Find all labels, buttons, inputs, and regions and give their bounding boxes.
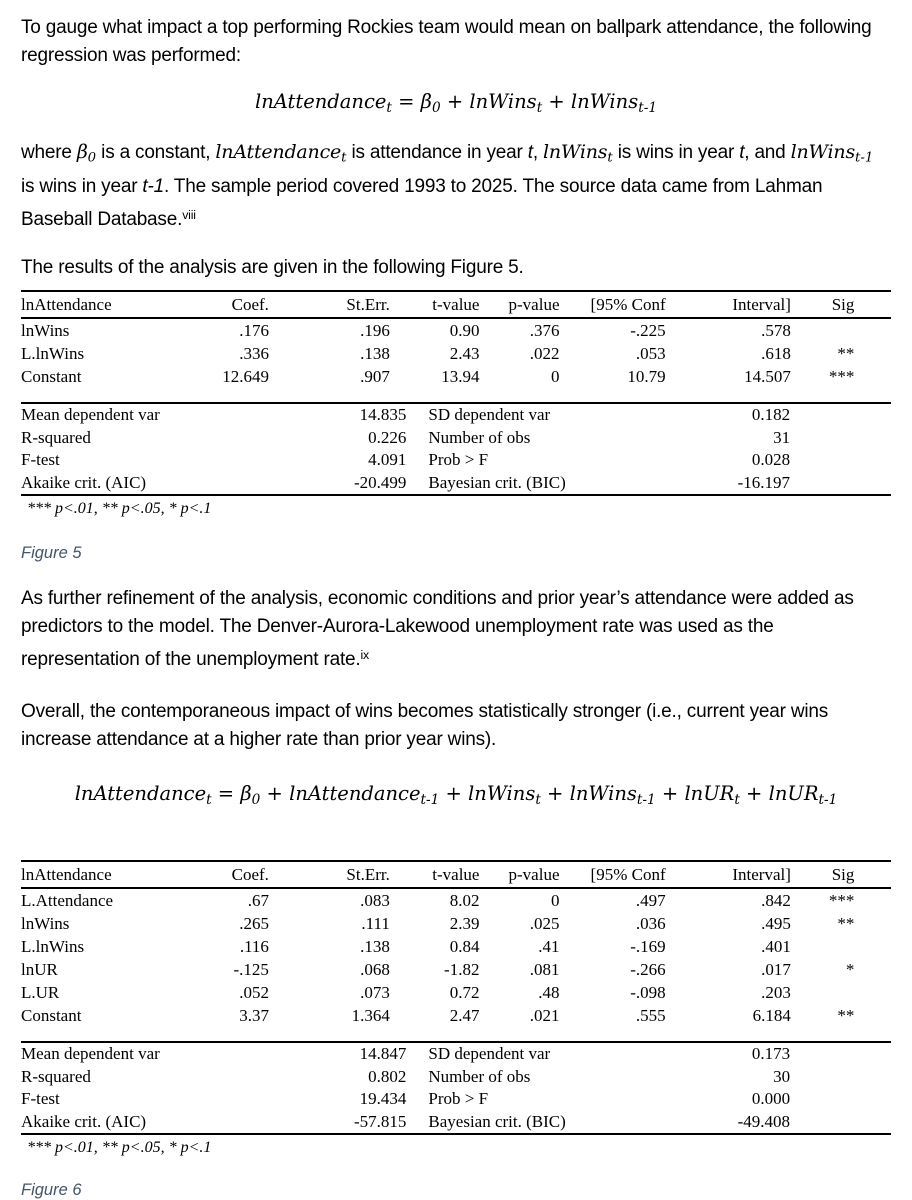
summary-label: SD dependent var [428, 1044, 551, 1064]
col-header-coef: Coef. [195, 291, 269, 318]
cell-sig [791, 318, 855, 342]
cell-conf-high: .618 [761, 343, 791, 363]
text-segment: lnWins [569, 781, 637, 805]
cell-filler [854, 318, 891, 342]
text-segment: t [386, 99, 392, 116]
text-segment: β [240, 781, 252, 805]
cell-sig [791, 935, 855, 958]
cell-var: lnWins [21, 913, 70, 933]
cell-sterr: .138 [360, 343, 390, 363]
summary-value: 14.847 [359, 1044, 407, 1064]
cell-tvalue: 8.02 [449, 890, 480, 910]
summary-label: Akaike crit. (AIC) [21, 1111, 147, 1131]
summary-label: Mean dependent var [21, 1044, 160, 1064]
cell-sig [791, 981, 855, 1004]
text-segment: The results of the analysis are given in the following Figure 5. [21, 256, 524, 278]
summary-label: Mean dependent var [21, 405, 160, 425]
table-row [21, 981, 891, 1004]
summary-label: Prob > F [428, 1089, 489, 1109]
summary-value: -57.815 [353, 1111, 407, 1131]
cell-filler [790, 1042, 891, 1066]
text-segment: viii [182, 207, 196, 222]
summary-value: 19.434 [359, 1089, 407, 1109]
col-header-conf-low: [95% Conf [560, 861, 666, 888]
summary-label: Prob > F [428, 450, 489, 470]
spacer-row [21, 388, 891, 402]
cell-var: L.UR [21, 982, 60, 1002]
summary-value: 31 [773, 427, 791, 447]
cell-conf-low: .053 [635, 343, 666, 363]
text-segment: = [391, 90, 421, 113]
col-header-sterr: St.Err. [269, 861, 390, 888]
cell-sterr: .196 [360, 320, 390, 340]
regression-table-figure5 [21, 290, 891, 519]
table-row [21, 342, 891, 365]
cell-pvalue: .376 [529, 320, 560, 340]
cell-tvalue: 0.72 [449, 982, 480, 1002]
text-segment: where [21, 141, 77, 163]
cell-filler [854, 912, 891, 935]
summary-label: Akaike crit. (AIC) [21, 472, 147, 492]
col-header-filler [854, 291, 891, 318]
cell-filler [790, 403, 891, 427]
cell-conf-low: -.098 [630, 982, 666, 1002]
figure-5-caption: Figure 5 [21, 543, 82, 562]
summary-row [21, 1042, 891, 1066]
text-segment: t [527, 141, 533, 163]
cell-filler [790, 1088, 891, 1111]
spacer [21, 388, 891, 402]
summary-value: -20.499 [353, 472, 407, 492]
summary-value: 0.182 [751, 405, 791, 425]
col-header-filler [854, 861, 891, 888]
model-summary-table-1 [21, 402, 891, 496]
cell-sig: *** [828, 366, 855, 386]
text-segment: lnUR [684, 781, 735, 805]
cell-filler [854, 935, 891, 958]
table-header-row [21, 291, 891, 318]
text-segment: lnWins [542, 140, 608, 163]
text-segment: . The sample period covered 1993 to 2025. The source data came from Lahman Baseball Database. [21, 175, 823, 230]
text-segment: + [440, 90, 470, 113]
text-segment: + [540, 781, 570, 805]
cell-coef: .116 [239, 936, 269, 956]
cell-filler [790, 1110, 891, 1134]
cell-coef: .176 [239, 320, 269, 340]
table-row [21, 935, 891, 958]
text-segment: t [607, 150, 613, 166]
text-segment: t [206, 791, 212, 808]
text-segment: is wins in year [612, 141, 740, 163]
spacer-row [21, 1027, 891, 1041]
cell-sig: *** [828, 890, 855, 910]
text-segment: t [734, 791, 740, 808]
text-segment: t-1 [855, 150, 874, 166]
cell-tvalue: 2.39 [449, 913, 480, 933]
paragraph-refinement [21, 585, 891, 674]
cell-var: lnWins [21, 320, 70, 340]
text-segment: + [542, 90, 571, 113]
paragraph-intro [21, 14, 891, 70]
text-segment: is wins in year [21, 175, 143, 197]
cell-filler [854, 1004, 891, 1027]
cell-sterr: .068 [360, 959, 390, 979]
summary-label: SD dependent var [428, 405, 551, 425]
cell-conf-high: .842 [761, 890, 791, 910]
summary-value: 0.028 [751, 450, 791, 470]
cell-conf-high: .578 [761, 320, 791, 340]
text-segment: ix [360, 647, 369, 662]
cell-filler [790, 449, 891, 472]
summary-label: F-test [21, 1089, 60, 1109]
summary-value: 0.000 [751, 1089, 791, 1109]
summary-value: 30 [773, 1066, 791, 1086]
text-segment: lnAttendance [289, 781, 421, 805]
col-header-depvar: lnAttendance [21, 861, 195, 888]
cell-conf-low: .497 [635, 890, 666, 910]
cell-var: L.Attendance [21, 890, 114, 910]
summary-row [21, 403, 891, 427]
cell-conf-low: -.225 [630, 320, 666, 340]
figure-6-caption: Figure 6 [21, 1180, 82, 1199]
model-summary-table-2 [21, 1041, 891, 1135]
table-row [21, 958, 891, 981]
text-segment: is a constant, [96, 141, 216, 163]
regression-formula-2 [21, 780, 891, 814]
cell-filler [790, 426, 891, 449]
paragraph-conclusion [21, 698, 891, 754]
cell-filler [854, 888, 891, 912]
text-segment: Overall, the contemporaneous impact of wins becomes statistically stronger (i.e., current year wins increase attendance at a higher rate than prior year wins). [21, 700, 829, 750]
text-segment: t-1 [142, 175, 164, 197]
cell-coef: 12.649 [222, 366, 269, 386]
table-header-row [21, 861, 891, 888]
col-header-conf-low: [95% Conf [560, 291, 666, 318]
text-segment: + [439, 781, 469, 805]
cell-filler [854, 981, 891, 1004]
cell-coef: .67 [247, 890, 269, 910]
coefficients-table-2 [21, 860, 891, 1041]
summary-value: 4.091 [368, 450, 407, 470]
text-segment: lnWins [469, 90, 537, 113]
text-segment: = [211, 781, 241, 805]
cell-pvalue: 0 [551, 366, 560, 386]
text-segment: lnWins [790, 140, 855, 163]
text-segment: lnWins [468, 781, 536, 805]
col-header-conf-high: Interval] [666, 291, 791, 318]
summary-value: 0.226 [368, 427, 407, 447]
cell-filler [854, 342, 891, 365]
text-segment: t [739, 141, 745, 163]
cell-conf-high: 6.184 [752, 1005, 791, 1025]
summary-value: -16.197 [737, 472, 791, 492]
cell-tvalue: 13.94 [441, 366, 480, 386]
cell-conf-high: .203 [761, 982, 791, 1002]
cell-sig: ** [837, 343, 855, 363]
cell-var: lnUR [21, 959, 58, 979]
col-header-depvar: lnAttendance [21, 291, 195, 318]
text-segment: To gauge what impact a top performing Rockies team would mean on ballpark attendance, the following regression was performed: [21, 17, 872, 66]
cell-conf-high: .495 [761, 913, 791, 933]
text-segment: β [76, 140, 88, 163]
cell-sterr: .073 [360, 982, 390, 1002]
summary-row [21, 426, 891, 449]
cell-tvalue: 2.43 [449, 343, 480, 363]
table-row [21, 318, 891, 342]
col-header-conf-high: Interval] [666, 861, 791, 888]
cell-pvalue: .41 [538, 936, 560, 956]
col-header-sig: Sig [791, 291, 855, 318]
text-segment: lnUR [768, 781, 819, 805]
sig-legend: *** p<.01, ** p<.05, * p<.1 [27, 1138, 212, 1156]
cell-var: L.lnWins [21, 343, 85, 363]
cell-pvalue: 0 [551, 890, 560, 910]
table-row [21, 912, 891, 935]
cell-sig: ** [837, 913, 855, 933]
text-segment: As further refinement of the analysis, economic conditions and prior year’s attendance were added as predictors to the model. The Denver-Aurora-Lakewood unemployment rate was used as the representation of the unemployment rate. [21, 587, 854, 670]
cell-filler [854, 365, 891, 388]
summary-label: F-test [21, 450, 60, 470]
summary-label: Bayesian crit. (BIC) [428, 472, 566, 492]
summary-row [21, 471, 891, 495]
cell-conf-low: -.266 [630, 959, 666, 979]
summary-label: Number of obs [428, 427, 531, 447]
cell-var: Constant [21, 1005, 82, 1025]
text-segment: t [536, 99, 543, 116]
text-segment: lnWins [570, 90, 639, 113]
cell-coef: 3.37 [239, 1005, 269, 1025]
summary-row [21, 1110, 891, 1134]
col-header-pvalue: p-value [479, 861, 559, 888]
cell-tvalue: -1.82 [444, 959, 480, 979]
cell-conf-low: .036 [635, 913, 666, 933]
summary-label: Bayesian crit. (BIC) [428, 1111, 566, 1131]
text-segment: , [532, 141, 543, 163]
cell-tvalue: 2.47 [449, 1005, 480, 1025]
cell-pvalue: .021 [529, 1005, 560, 1025]
text-segment: t [535, 791, 541, 808]
text-segment: + [260, 781, 290, 805]
text-segment: t-1 [638, 99, 658, 116]
cell-sterr: 1.364 [351, 1005, 390, 1025]
col-header-sterr: St.Err. [269, 291, 390, 318]
summary-label: Number of obs [428, 1066, 531, 1086]
cell-sig: * [845, 959, 855, 979]
paragraph-definitions [21, 138, 891, 234]
summary-value: 0.802 [368, 1066, 407, 1086]
col-header-sig: Sig [791, 861, 855, 888]
cell-filler [790, 1065, 891, 1088]
regression-table-figure6 [21, 860, 891, 1158]
text-segment: lnAttendance [215, 140, 342, 163]
summary-row [21, 449, 891, 472]
summary-label: R-squared [21, 1066, 91, 1086]
col-header-tvalue: t-value [390, 291, 480, 318]
cell-coef: .336 [239, 343, 269, 363]
summary-row [21, 1088, 891, 1111]
col-header-coef: Coef. [195, 861, 269, 888]
cell-conf-low: .555 [635, 1005, 666, 1025]
col-header-tvalue: t-value [390, 861, 480, 888]
table-row [21, 888, 891, 912]
cell-sig: ** [837, 1005, 855, 1025]
sig-legend: *** p<.01, ** p<.05, * p<.1 [27, 499, 212, 517]
summary-value: 14.835 [359, 405, 407, 425]
cell-conf-high: .401 [761, 936, 791, 956]
text-segment: β [420, 90, 432, 113]
coefficients-table-1 [21, 290, 891, 402]
cell-conf-high: 14.507 [744, 366, 791, 386]
cell-coef: .265 [239, 913, 269, 933]
cell-pvalue: .081 [529, 959, 560, 979]
text-segment: 0 [251, 791, 261, 808]
text-segment: t-1 [420, 791, 440, 808]
text-segment: lnAttendance [74, 781, 207, 805]
text-segment: lnAttendance [254, 90, 387, 113]
text-segment: 0 [431, 99, 441, 116]
spacer [21, 1027, 891, 1041]
cell-tvalue: 0.90 [449, 320, 480, 340]
summary-row [21, 1065, 891, 1088]
text-segment: is attendance in year [346, 141, 528, 163]
cell-coef: -.125 [233, 959, 269, 979]
text-segment: t [341, 150, 347, 166]
cell-filler [790, 471, 891, 495]
cell-conf-high: .017 [761, 959, 791, 979]
text-segment: t-1 [636, 791, 656, 808]
cell-tvalue: 0.84 [449, 936, 480, 956]
text-segment: + [739, 781, 769, 805]
cell-filler [854, 958, 891, 981]
cell-sterr: .111 [361, 913, 390, 933]
cell-pvalue: .022 [529, 343, 560, 363]
table-row [21, 365, 891, 388]
summary-label: R-squared [21, 427, 91, 447]
cell-var: L.lnWins [21, 936, 85, 956]
paragraph-results-reference [21, 254, 891, 282]
summary-value: 0.173 [751, 1044, 791, 1064]
text-segment: + [655, 781, 685, 805]
cell-pvalue: .025 [529, 913, 560, 933]
cell-coef: .052 [239, 982, 269, 1002]
cell-conf-low: 10.79 [627, 366, 666, 386]
cell-var: Constant [21, 366, 82, 386]
cell-sterr: .907 [360, 366, 390, 386]
summary-value: -49.408 [737, 1111, 791, 1131]
cell-pvalue: .48 [538, 982, 560, 1002]
col-header-pvalue: p-value [479, 291, 559, 318]
cell-sterr: .083 [360, 890, 390, 910]
text-segment: t-1 [818, 791, 838, 808]
text-segment: , and [744, 141, 791, 163]
regression-formula-1 [21, 88, 891, 122]
text-segment: 0 [87, 150, 97, 166]
cell-sterr: .138 [360, 936, 390, 956]
table-row [21, 1004, 891, 1027]
cell-conf-low: -.169 [630, 936, 666, 956]
